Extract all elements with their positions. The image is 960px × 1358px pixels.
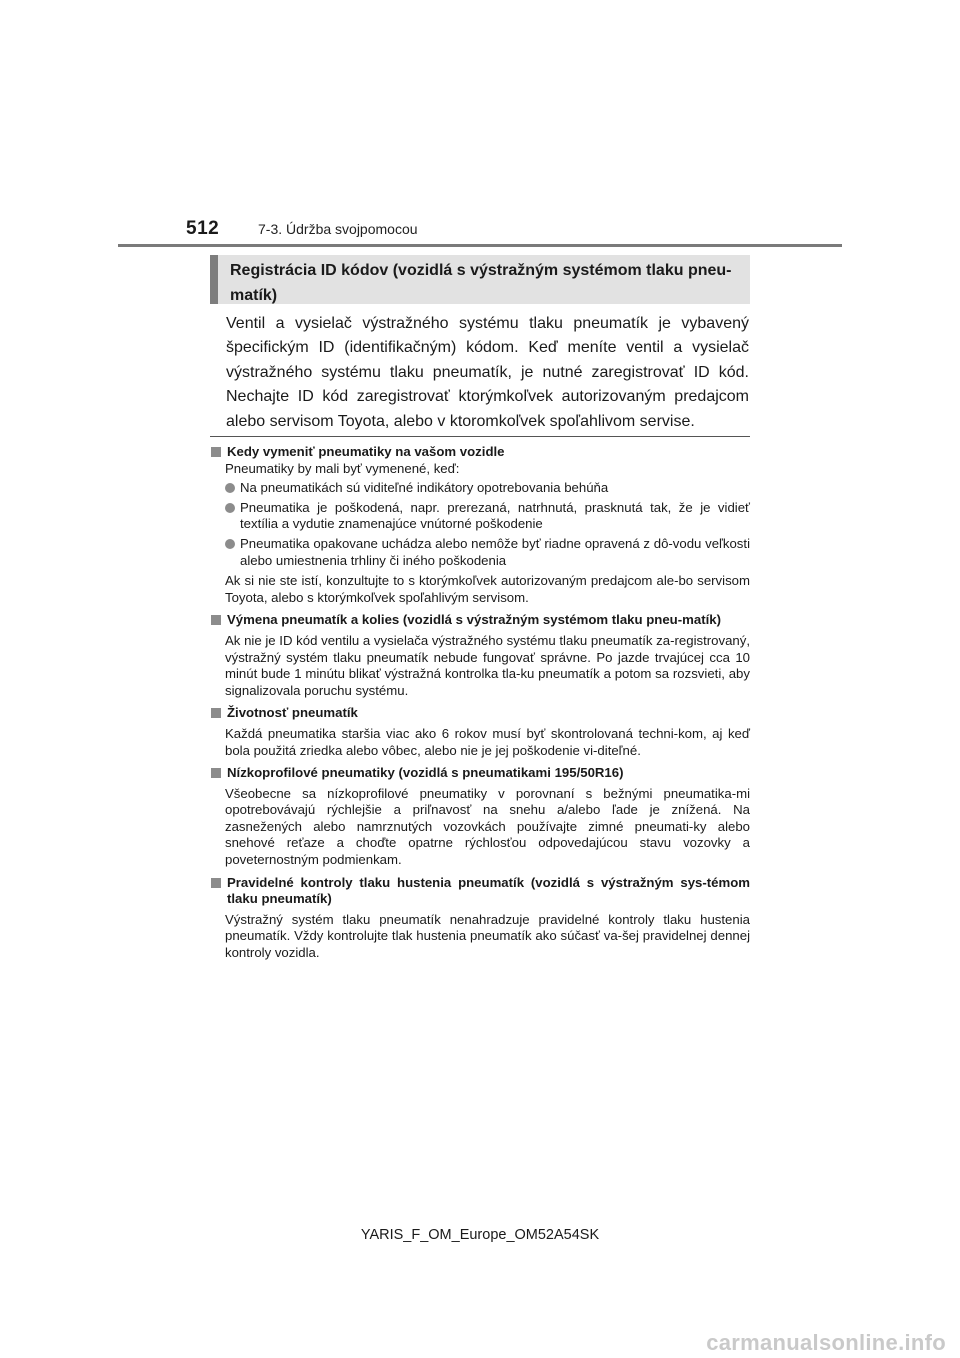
content-divider (210, 436, 750, 437)
note-pressure-checks (210, 875, 750, 962)
note-tire-replacement (210, 444, 750, 606)
list-item (210, 536, 750, 569)
note-heading-text: Životnosť pneumatík (227, 705, 358, 721)
list-item-text: Pneumatika je poškodená, napr. prerezaná, natrhnutá, prasknutá tak, že je vidieť textília a vydutie znamenajúce vnútorné poškodenie (240, 499, 750, 532)
box-heading: Registrácia ID kódov (vozidlá s výstražným systémom tlaku pneu-matík) (210, 255, 750, 304)
note-heading-text: Kedy vymeniť pneumatiky na vašom vozidle (227, 444, 505, 459)
notes-section (210, 444, 750, 968)
list-item-text: Pneumatika opakovane uchádza alebo nemôže byť riadne opravená z dô-vodu veľkosti alebo umiestnenia trhliny či iného poškodenia (240, 535, 750, 568)
header-divider (118, 244, 842, 247)
note-low-profile-tires (210, 765, 750, 869)
note-tire-wheel-replacement (210, 612, 750, 699)
watermark: carmanualsonline.info (706, 1330, 946, 1355)
footer-document-code: YARIS_F_OM_Europe_OM52A54SK (360, 1227, 600, 1243)
note-heading (210, 875, 750, 908)
note-heading (210, 612, 750, 629)
list-item (210, 500, 750, 533)
list-item-text: Na pneumatikách sú viditeľné indikátory opotrebovania behúňa (240, 480, 609, 496)
note-heading-text: Nízkoprofilové pneumatiky (vozidlá s pneumatikami 195/50R16) (227, 765, 624, 781)
note-heading (210, 765, 750, 782)
note-paragraph: Výstražný systém tlaku pneumatík nenahradzuje pravidelné kontroly tlaku hustenia pneumatík. Vždy kontrolujte tlak hustenia pneumatík ako súčasť va-šej pravidelnej dennej kontroly vozidla. (225, 911, 750, 961)
section-title: 7-3. Údržba svojpomocou (258, 221, 418, 237)
note-paragraph: Pneumatiky by mali byť vymenené, keď: (225, 460, 460, 476)
square-bullet-icon (211, 768, 221, 778)
round-bullet-icon (225, 503, 235, 513)
note-paragraph: Každá pneumatika staršia viac ako 6 rokov musí byť skontrolovaná techni-kom, aj keď bola použitá zriedka alebo vôbec, alebo nie je jej poškodenie vi-diteľné. (225, 725, 750, 758)
box-body: Ventil a vysielač výstražného systému tlaku pneumatík je vybavený špecifickým ID (identifikačným) kódom. Keď meníte ventil a vysielač výstražného systému tlaku pneumatík, je nutné zaregistrovať ID kód. Nechajte ID kód zaregistrovať ktorýmkoľvek autorizovaným predajcom alebo servisom Toyota, alebo v ktoromkoľvek spoľahlivom servise. (226, 315, 749, 430)
note-tire-lifespan (210, 705, 750, 759)
square-bullet-icon (211, 878, 221, 888)
note-heading-text: Výmena pneumatík a kolies (vozidlá s výstražným systémom tlaku pneu-matík) (227, 612, 721, 628)
note-paragraph: Všeobecne sa nízkoprofilové pneumatiky v porovnaní s bežnými pneumatika-mi opotrebovávajú rýchlejšie a priľnavosť na snehu a/alebo ľade je znížená. Na zasnežených alebo namrznutých vozovkách používajte zimné pneumati-ky alebo snehové reťaze a choďte opatrne rýchlosťou odpovedajúcou stavu vozovky a poveternostným podmienkam. (225, 785, 750, 868)
note-heading (210, 705, 750, 722)
note-paragraph: Ak nie je ID kód ventilu a vysielača výstražného systému tlaku pneumatík za-registrovaný, výstražný systém tlaku pneumatík nebude fungovať správne. Po jazde trvajúcej cca 10 minút bude 1 minútu blikať výstražná kontrolka tla-ku pneumatík a potom sa rozsvieti, aby signalizovala poruchu systému. (225, 632, 750, 698)
round-bullet-icon (225, 539, 235, 549)
note-heading-text: Pravidelné kontroly tlaku hustenia pneumatík (vozidlá s výstražným sys-témom tlaku pneumatík) (227, 874, 750, 907)
note-paragraph: Ak si nie ste istí, konzultujte to s ktorýmkoľvek autorizovaným predajcom ale-bo servisom Toyota, alebo s ktorýmkoľvek spoľahlivým servisom. (225, 573, 750, 605)
note-heading (210, 444, 750, 461)
list-item (210, 480, 750, 497)
square-bullet-icon (211, 708, 221, 718)
square-bullet-icon (211, 447, 221, 457)
square-bullet-icon (211, 615, 221, 625)
page-number: 512 (186, 218, 220, 239)
round-bullet-icon (225, 483, 235, 493)
